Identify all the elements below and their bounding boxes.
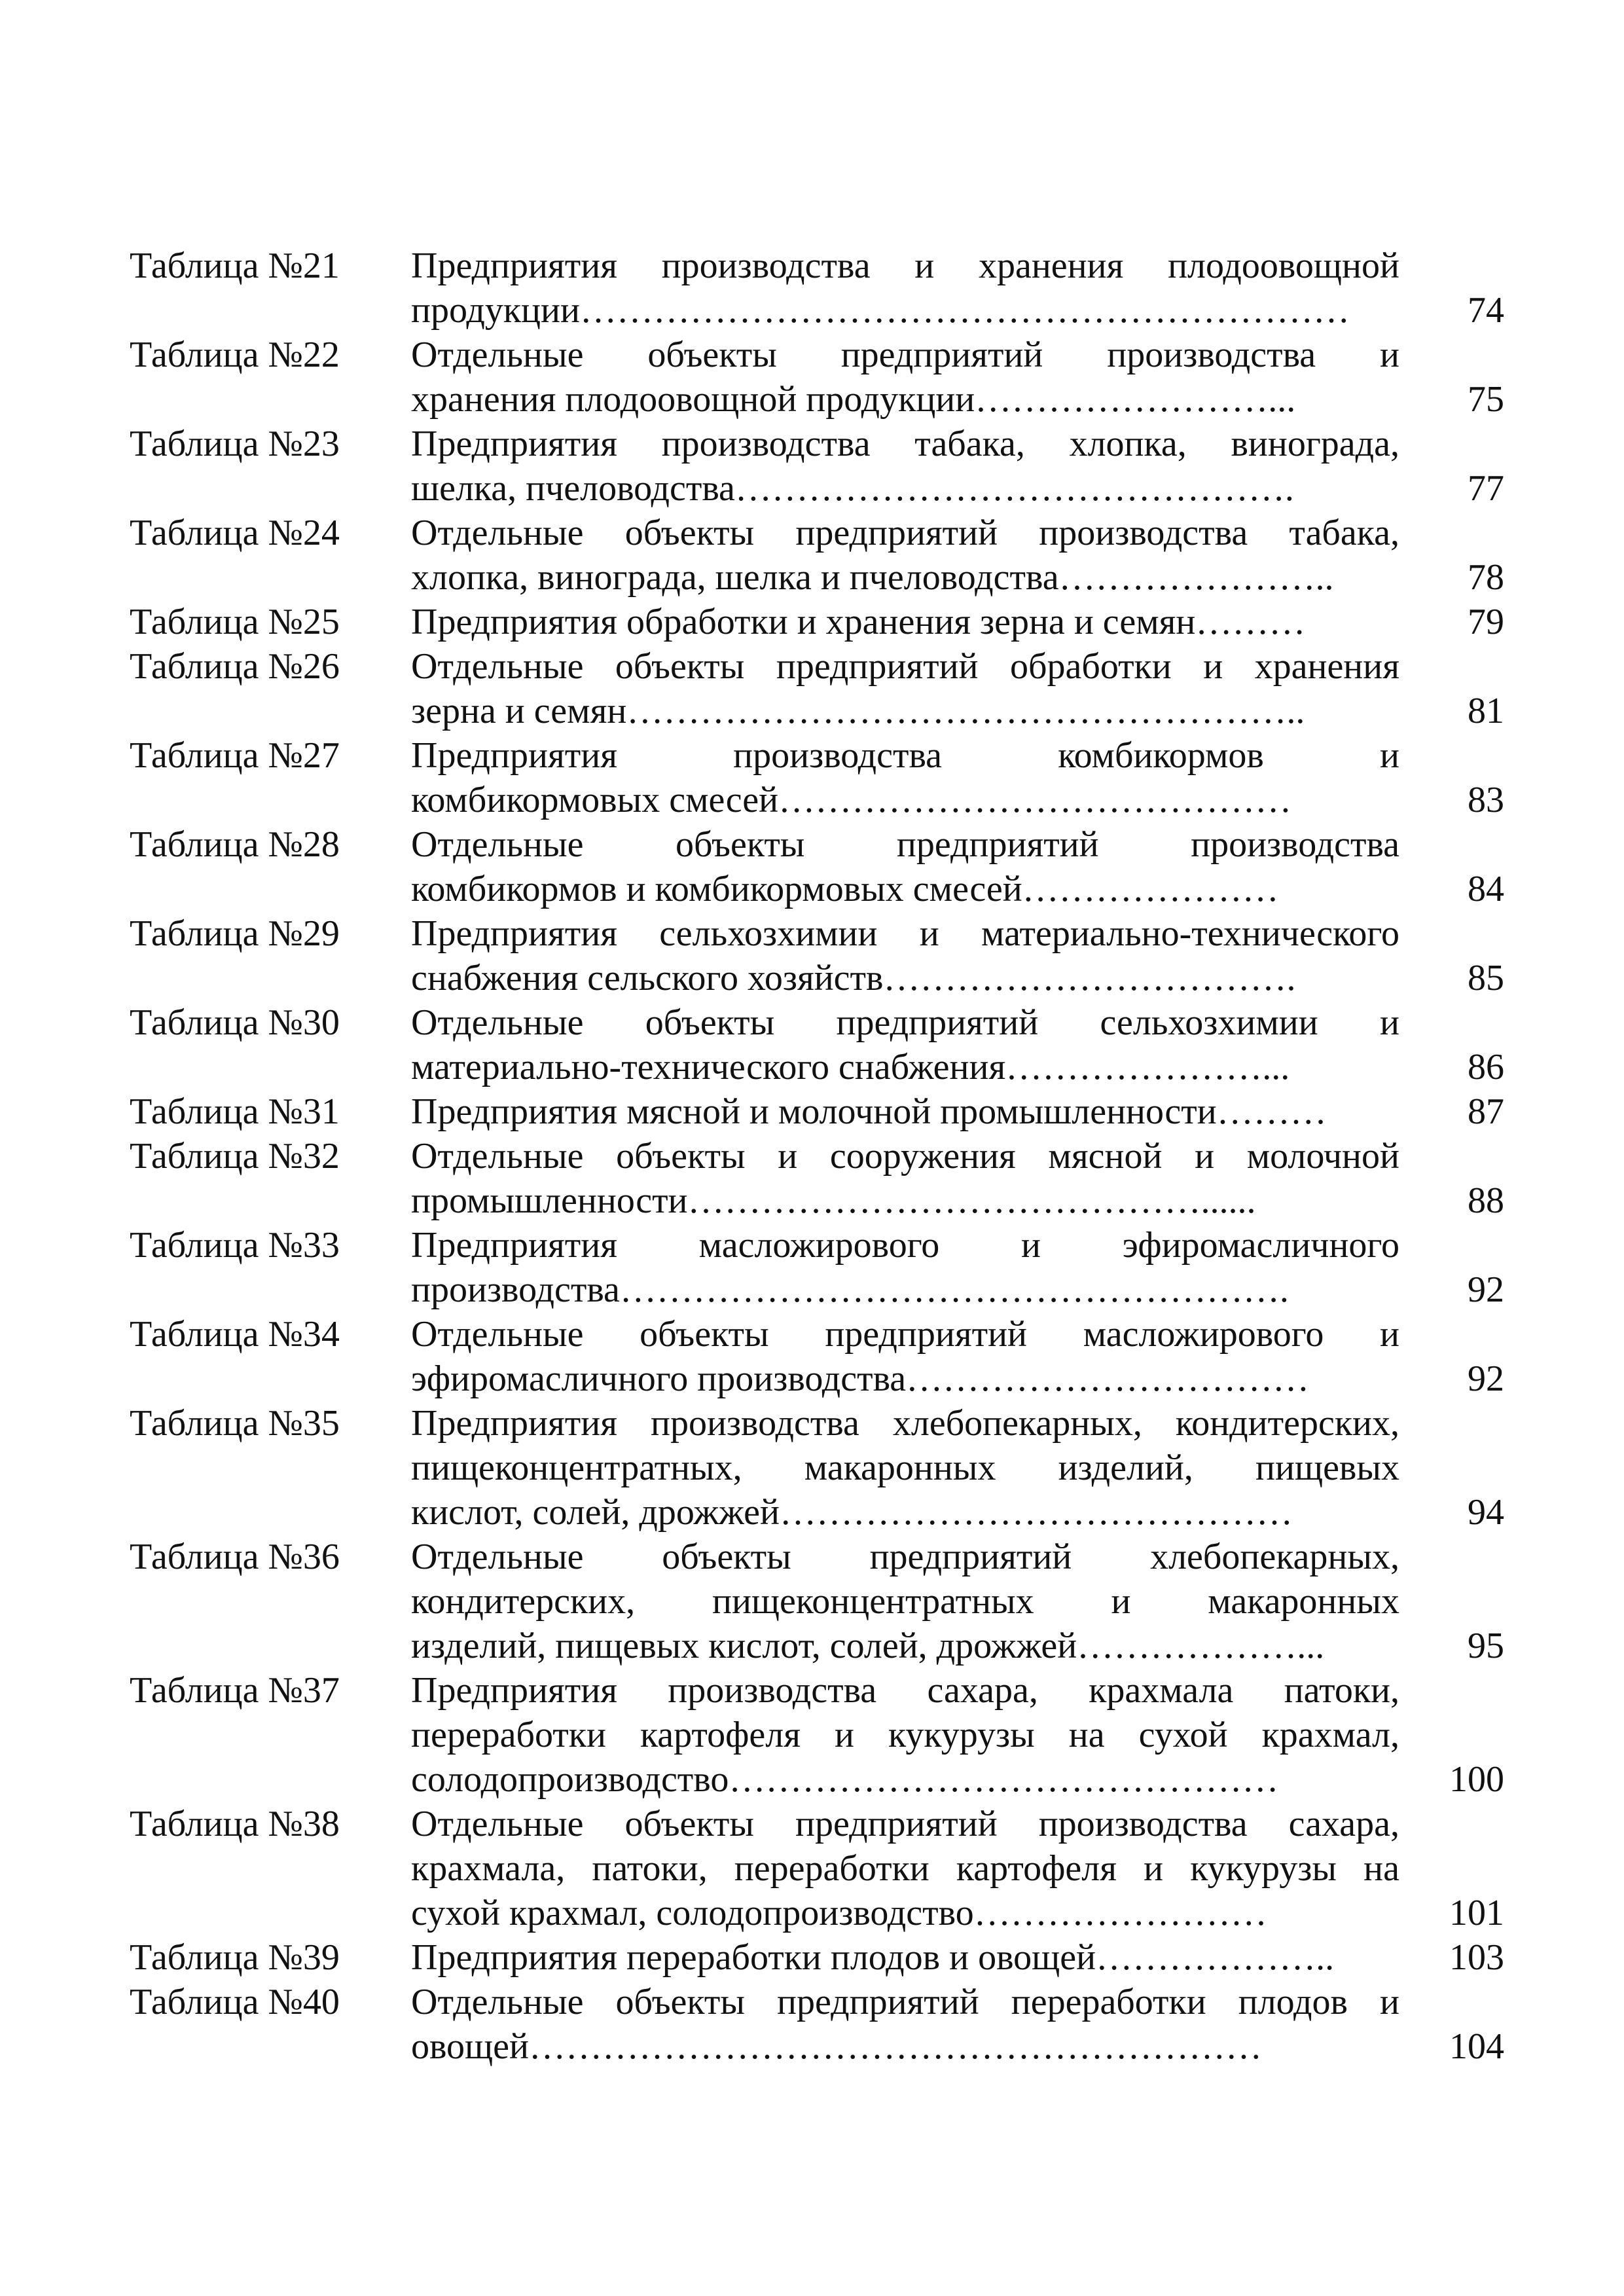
toc-entry-title-line: Предприятия масложирового и эфиромасличного [411,1225,1399,1266]
toc-entry-label: Таблица №34 [130,1314,340,1355]
toc-entry-title-line: Отдельные объекты предприятий производства табака, [411,513,1399,553]
toc-entry-title [411,422,1399,511]
toc-entry-title-line: промышленности……………………………………...... [411,1180,1256,1221]
toc-entry-title [411,644,1399,733]
toc-entry-title-line: шелка, пчеловодства………………………………………. [411,468,1294,509]
toc-entry [130,1089,1504,1134]
toc-entry-label: Таблица №24 [130,513,340,553]
toc-entry-title-line: хранения плодоовощной продукции……………………... [411,379,1296,420]
toc-entry-label: Таблица №30 [130,1002,340,1043]
toc-entry-page-number: 81 [1468,691,1504,731]
toc-entry-title-line: хлопка, винограда, шелка и пчеловодства………………….. [411,557,1334,598]
toc-entry-title [411,600,1399,644]
toc-entry-title-line: пищеконцентратных, макаронных изделий, пищевых [411,1448,1399,1488]
toc-entry-page-number: 95 [1468,1626,1504,1666]
toc-entry-title-line: Предприятия производства сахара, крахмала патоки, [411,1670,1399,1711]
toc-entry [130,822,1504,911]
toc-entry-title-line: Предприятия производства табака, хлопка, винограда, [411,424,1399,464]
toc-entry-title-line: снабжения сельского хозяйств……………………………. [411,958,1296,998]
toc-entry [130,1134,1504,1223]
toc-entry-title-line: Отдельные объекты и сооружения мясной и молочной [411,1136,1399,1176]
toc-entry-title [411,1401,1399,1535]
toc-entry-label: Таблица №27 [130,735,340,776]
toc-entry-page-number: 103 [1449,1937,1504,1978]
toc-entry [130,644,1504,733]
toc-entry-title-line: Отдельные объекты предприятий хлебопекарных, [411,1537,1399,1577]
toc-entry-title-line: кислот, солей, дрожжей…………………………………… [411,1492,1293,1533]
toc-entry-title [411,1535,1399,1668]
toc-entry-page-number: 86 [1468,1047,1504,1087]
toc-entry [130,511,1504,600]
toc-entry-label: Таблица №39 [130,1937,340,1978]
toc-entry-title [411,1935,1399,1980]
toc-entry-page-number: 94 [1468,1492,1504,1533]
toc-entry-title-line: солодопроизводство……………………………………… [411,1759,1279,1800]
toc-entry-title-line: Предприятия мясной и молочной промышленности……… [411,1091,1327,1132]
toc-entry [130,1980,1504,2069]
toc-entry-title-line: крахмала, патоки, переработки картофеля и кукурузы на [411,1848,1399,1889]
toc-entry [130,244,1504,333]
toc-entry-title-line: Отдельные объекты предприятий сельхозхимии и [411,1002,1399,1043]
toc-entry-title-line: изделий, пищевых кислот, солей, дрожжей………………... [411,1626,1325,1666]
toc-entry-title-line: Предприятия производства и хранения плодоовощной [411,246,1399,286]
toc-entry-label: Таблица №26 [130,646,340,687]
toc-entry-title [411,733,1399,822]
toc-entry-title [411,1089,1399,1134]
toc-entry-title-line: переработки картофеля и кукурузы на сухой крахмал, [411,1715,1399,1755]
toc-entry-title [411,1000,1399,1089]
toc-entry-label: Таблица №37 [130,1670,340,1711]
table-of-contents [130,244,1504,2069]
toc-entry-label: Таблица №33 [130,1225,340,1266]
toc-entry-title-line: овощей…………………………………………………… [411,2026,1263,2067]
toc-entry-title-line: Отдельные объекты предприятий переработки плодов и [411,1982,1399,2022]
toc-entry-title-line: Предприятия производства комбикормов и [411,735,1399,776]
toc-entry-label: Таблица №25 [130,602,340,642]
toc-entry-label: Таблица №28 [130,824,340,865]
toc-entry [130,733,1504,822]
toc-entry-page-number: 101 [1449,1893,1504,1933]
toc-entry [130,1000,1504,1089]
toc-entry [130,1401,1504,1535]
toc-entry-title [411,822,1399,911]
toc-entry-label: Таблица №22 [130,335,340,375]
toc-entry [130,911,1504,1000]
toc-entry [130,422,1504,511]
toc-entry [130,1223,1504,1312]
toc-entry-label: Таблица №21 [130,246,340,286]
toc-entry-title-line: Предприятия сельхозхимии и материально-технического [411,913,1399,954]
toc-entry-page-number: 88 [1468,1180,1504,1221]
toc-entry-label: Таблица №29 [130,913,340,954]
toc-entry [130,1668,1504,1802]
toc-entry-page-number: 79 [1468,602,1504,642]
toc-entry-title [411,911,1399,1000]
toc-entry-title-line: комбикормов и комбикормовых смесей………………… [411,869,1279,909]
toc-entry-title-line: Отдельные объекты предприятий производства сахара, [411,1804,1399,1844]
toc-entry-title-line: Отдельные объекты предприятий масложирового и [411,1314,1399,1355]
toc-entry-title [411,1980,1399,2069]
toc-entry-title [411,1134,1399,1223]
toc-entry [130,600,1504,644]
toc-entry [130,1802,1504,1935]
toc-entry-title-line: Отдельные объекты предприятий производства и [411,335,1399,375]
toc-entry-title-line: комбикормовых смесей…………………………………… [411,780,1292,820]
toc-entry-page-number: 77 [1468,468,1504,509]
toc-entry-title-line: Предприятия производства хлебопекарных, кондитерских, [411,1403,1399,1444]
toc-entry-page-number: 74 [1468,290,1504,331]
toc-entry-label: Таблица №35 [130,1403,340,1444]
toc-entry [130,1312,1504,1401]
toc-entry [130,333,1504,422]
toc-entry-label: Таблица №32 [130,1136,340,1176]
toc-entry-title [411,244,1399,333]
toc-entry-page-number: 75 [1468,379,1504,420]
toc-entry-page-number: 83 [1468,780,1504,820]
toc-entry-page-number: 84 [1468,869,1504,909]
toc-entry-title [411,1223,1399,1312]
toc-entry-title [411,1802,1399,1935]
toc-entry-page-number: 78 [1468,557,1504,598]
toc-entry-title [411,1312,1399,1401]
toc-entry-page-number: 92 [1468,1269,1504,1310]
toc-entry-page-number: 92 [1468,1358,1504,1399]
toc-entry-title-line: Предприятия переработки плодов и овощей……………….. [411,1937,1335,1978]
toc-entry [130,1935,1504,1980]
toc-entry-label: Таблица №40 [130,1982,340,2022]
toc-entry-label: Таблица №36 [130,1537,340,1577]
toc-entry-page-number: 104 [1449,2026,1504,2067]
toc-entry-page-number: 100 [1449,1759,1504,1800]
toc-entry-title-line: производства………………………………………………. [411,1269,1289,1310]
toc-entry-title [411,1668,1399,1802]
toc-entry-label: Таблица №31 [130,1091,340,1132]
toc-entry-title [411,511,1399,600]
toc-entry-title-line: Отдельные объекты предприятий производства [411,824,1399,865]
toc-entry-title-line: эфиромасличного производства…………………………… [411,1358,1310,1399]
toc-entry-title-line: Отдельные объекты предприятий обработки и хранения [411,646,1399,687]
toc-entry-title [411,333,1399,422]
toc-entry-page-number: 87 [1468,1091,1504,1132]
toc-entry-page-number: 85 [1468,958,1504,998]
toc-entry-title-line: Предприятия обработки и хранения зерна и семян……… [411,602,1306,642]
toc-entry-label: Таблица №23 [130,424,340,464]
toc-entry-title-line: сухой крахмал, солодопроизводство…………………… [411,1893,1267,1933]
toc-entry [130,1535,1504,1668]
toc-entry-title-line: зерна и семян……………………………………………….. [411,691,1305,731]
toc-entry-title-line: материально-технического снабжения…………………... [411,1047,1290,1087]
toc-entry-title-line: продукции……………………………………………………… [411,290,1350,331]
toc-entry-title-line: кондитерских, пищеконцентратных и макаронных [411,1581,1399,1622]
toc-entry-label: Таблица №38 [130,1804,340,1844]
